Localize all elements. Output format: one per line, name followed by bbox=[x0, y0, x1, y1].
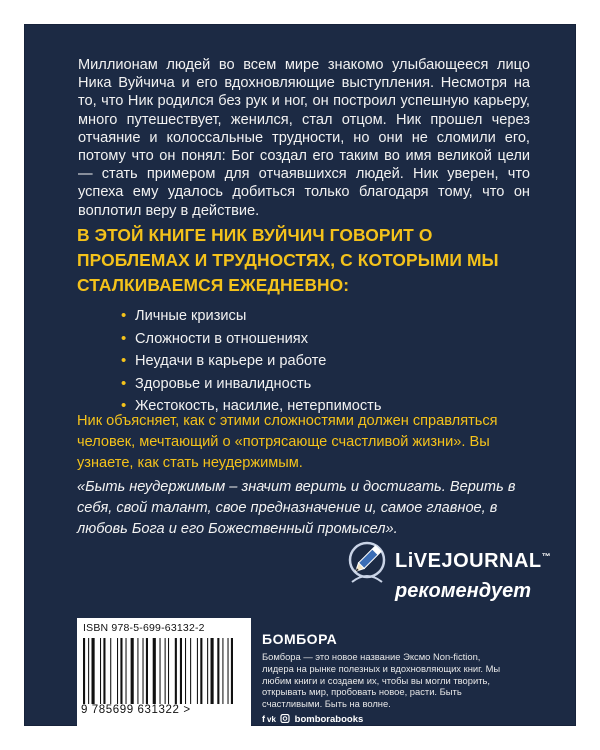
facebook-icon: f bbox=[262, 714, 265, 723]
social-handle[interactable]: bomborabooks bbox=[294, 714, 364, 725]
barcode bbox=[77, 618, 251, 726]
quote-paragraph: «Быть неудержимым – значит верить и достигать. Верить в себя, свой талант, свое предназначение и, самое главное, в любовь Бога и его Божественный промысел». bbox=[77, 479, 516, 537]
explanation-paragraph: Ник объясняет, как с этими сложностями должен справляться человек, мечтающий о «потрясающе счастливой жизни». Вы узнаете, как стать неудержимым. bbox=[77, 413, 498, 471]
publisher-name: БОМБОРА bbox=[262, 631, 338, 647]
livejournal-recommends: рекомендует bbox=[395, 580, 532, 602]
bullet-dot-icon: • bbox=[121, 352, 127, 369]
publisher-description: Бомбора — это новое название Эксмо Non-fiction, лидера на рынке полезных и вдохновляющих книг. Мы любим книги и создаем их, чтобы вы могли творить, открывать мир, пробовать новое, расти. Быть счастливыми. Быть на волне. bbox=[262, 651, 501, 710]
headline: В ЭТОЙ КНИГЕ НИК ВУЙЧИЧ ГОВОРИТ О ПРОБЛЕМАХ И ТРУДНОСТЯХ, С КОТОРЫМИ МЫ СТАЛКИВАЕМСЯ ЕЖЕДНЕВНО: bbox=[77, 225, 499, 295]
pencil-icon bbox=[347, 540, 387, 586]
livejournal-logo bbox=[347, 540, 557, 615]
barcode-number: 9 785699 631322 > bbox=[81, 704, 191, 716]
social-icons bbox=[262, 714, 292, 723]
topics-list bbox=[123, 305, 381, 418]
instagram-icon bbox=[281, 715, 289, 723]
bullet-dot-icon: • bbox=[121, 307, 127, 324]
bullet-dot-icon: • bbox=[121, 374, 127, 392]
website-link[interactable]: www.bombora.ru bbox=[262, 727, 340, 738]
barcode-bars bbox=[83, 638, 245, 704]
topic-item: • Здоровье и инвалидность bbox=[123, 373, 381, 396]
isbn-text: ISBN 978-5-699-63132-2 bbox=[83, 622, 205, 634]
topic-item: • Неудачи в карьере и работе bbox=[123, 350, 381, 373]
bullet-dot-icon: • bbox=[121, 397, 127, 414]
livejournal-name: LiVEJOURNAL™ bbox=[395, 550, 552, 572]
book-back-cover bbox=[25, 25, 575, 738]
intro-paragraph: Миллионам людей во всем мире знакомо улыбающееся лицо Ника Вуйчича и его вдохновляющие выступления. Несмотря на то, что Ник родился без рук и ног, он построил успешную карьеру, много путешествует, женился, стал отцом. Ник прошел через отчаяние и колоссальные трудности, но они не сломили его, потому что он понял: Бог создал его таким во имя великой цели — стать примером для отчаявшихся людей. Ник уверен, что успеха ему удалось добиться только благодаря тому, что он воплотил веру в действие. bbox=[78, 57, 530, 219]
topic-item: • Личные кризисы bbox=[123, 305, 381, 328]
topic-item: • Сложности в отношениях bbox=[123, 328, 381, 351]
bullet-dot-icon: • bbox=[121, 329, 127, 347]
vk-icon: vk bbox=[267, 715, 276, 723]
topic-item: • Жестокость, насилие, нетерпимость bbox=[123, 395, 381, 418]
social-links bbox=[262, 714, 363, 725]
